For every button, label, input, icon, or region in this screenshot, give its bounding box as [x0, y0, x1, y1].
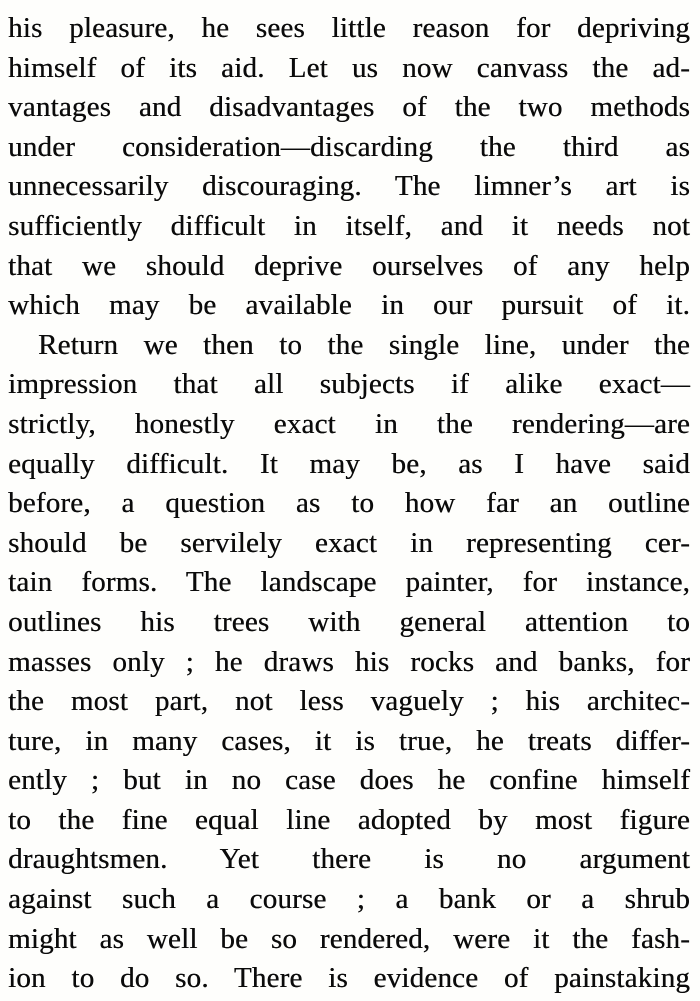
text-line: his pleasure, he sees little reason for depriving	[8, 12, 690, 44]
text-line: himself of its aid. Let us now canvass the ad-	[8, 51, 690, 84]
text-line: vantages and disadvantages of the two methods	[8, 91, 690, 124]
text-line: draughtsmen. Yet there is no argument	[8, 843, 690, 876]
text-line: ion to do so. There is evidence of painstaking	[8, 962, 690, 995]
text-line: that we should deprive ourselves of any help	[8, 249, 690, 282]
text-line: to the fine equal line adopted by most figure	[8, 803, 690, 836]
text-line: outlines his trees with general attention to	[8, 605, 690, 638]
text-line: ture, in many cases, it is true, he treats differ-	[8, 724, 690, 757]
text-line: should be servilely exact in representing cer-	[8, 526, 690, 559]
text-line: masses only ; he draws his rocks and banks, for	[8, 645, 690, 678]
text-line: sufficiently difficult in itself, and it needs not	[8, 209, 690, 242]
text-line: ently ; but in no case does he confine himself	[8, 764, 690, 797]
text-line: might as well be so rendered, were it the fash-	[8, 922, 690, 955]
text-line: the most part, not less vaguely ; his architec-	[8, 685, 690, 718]
text-line: strictly, honestly exact in the rendering—are	[8, 407, 690, 440]
text-line-paragraph-start: Return we then to the single line, under the	[38, 328, 690, 361]
text-line: against such a course ; a bank or a shrub	[8, 883, 690, 916]
text-line: before, a question as to how far an outline	[8, 487, 690, 520]
text-line: impression that all subjects if alike exact—	[8, 368, 690, 401]
text-line: under consideration—discarding the third as	[8, 130, 690, 163]
text-line: tain forms. The landscape painter, for instance,	[8, 566, 690, 599]
text-line: unnecessarily discouraging. The limner’s art is	[8, 170, 690, 203]
text-line: which may be available in our pursuit of it.	[8, 289, 690, 322]
text-line: equally difficult. It may be, as I have said	[8, 447, 690, 480]
